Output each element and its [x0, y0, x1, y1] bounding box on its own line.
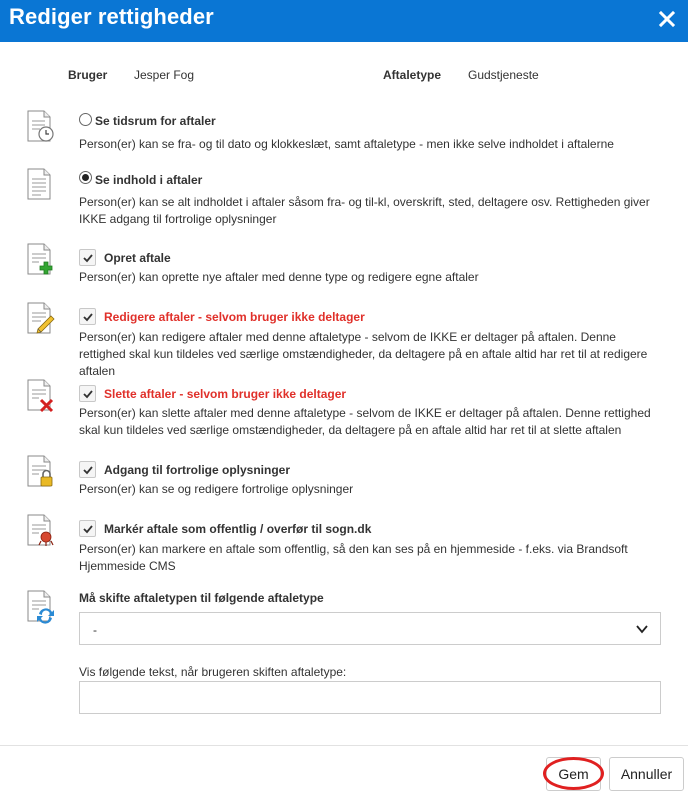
permission-description: Person(er) kan slette aftaler med denne aftaletype - selvom de IKKE er deltager på aftalen. Denne rettighed skal kun tildeles ved særlige omstændigheder, da deltagere på en aftale altid har ret til at slette aftalen [79, 406, 651, 437]
permission-description: Person(er) kan se fra- og til dato og klokkeslæt, samt aftaletype - men ikke selve indholdet i aftalerne [79, 137, 614, 151]
document-lock-icon [25, 455, 55, 489]
document-swap-icon [25, 590, 55, 624]
dialog-titlebar [0, 0, 688, 42]
save-button[interactable]: Gem [546, 757, 601, 791]
permission-description: Person(er) kan oprette nye aftaler med denne type og redigere egne aftaler [79, 270, 479, 284]
document-clock-icon [25, 110, 55, 144]
change-text-label: Vis følgende tekst, når brugeren skiften aftaletype: [79, 665, 347, 679]
permission-description: Person(er) kan markere en aftale som offentlig, så den kan ses på en hjemmeside - f.eks. via Brandsoft Hjemmeside CMS [79, 542, 628, 573]
checkbox-mark-public-label: Markér aftale som offentlig / overfør til sogn.dk [104, 522, 372, 536]
change-text-input[interactable] [79, 681, 661, 714]
document-edit-icon [25, 302, 55, 336]
checkbox-delete-appointments-label: Slette aftaler - selvom bruger ikke deltager [104, 387, 347, 401]
document-add-icon [25, 243, 55, 277]
checkbox-delete-appointments[interactable] [79, 385, 96, 402]
document-publish-icon [25, 514, 55, 548]
chevron-down-icon [636, 623, 648, 635]
user-value: Jesper Fog [134, 68, 195, 82]
appointment-type-label: Aftaletype [383, 68, 442, 82]
radio-view-timespan[interactable] [79, 113, 92, 126]
radio-view-content[interactable] [79, 171, 92, 184]
checkbox-create-appointment[interactable] [79, 249, 96, 266]
checkbox-edit-appointments-label: Redigere aftaler - selvom bruger ikke deltager [104, 310, 365, 324]
cancel-button[interactable]: Annuller [609, 757, 684, 791]
document-icon [25, 168, 55, 202]
permission-description: Person(er) kan se alt indholdet i aftaler såsom fra- og til-kl, overskrift, sted, deltagere osv. Rettigheden giver IKKE adgang til fortrolige oplysninger [79, 195, 650, 226]
permission-description: Person(er) kan se og redigere fortrolige oplysninger [79, 482, 354, 496]
checkbox-confidential-access-label: Adgang til fortrolige oplysninger [104, 463, 290, 477]
appointment-type-value: Gudstjeneste [468, 68, 539, 82]
document-delete-icon [25, 379, 55, 413]
change-type-selected-value: - [93, 623, 97, 637]
checkbox-edit-appointments[interactable] [79, 308, 96, 325]
change-type-label: Må skifte aftaletypen til følgende aftaletype [79, 591, 324, 605]
user-label: Bruger [68, 68, 108, 82]
checkbox-create-appointment-label: Opret aftale [104, 251, 171, 265]
dialog-title: Rediger rettigheder [9, 4, 214, 29]
checkbox-mark-public[interactable] [79, 520, 96, 537]
permission-description: Person(er) kan redigere aftaler med denne aftaletype - selvom de IKKE er deltager på aftalen. Denne rettighed skal kun tildeles ved særlige omstændigheder, da deltagere på en aftale altid har ret til at redigere aftalen [79, 330, 648, 378]
change-type-select[interactable] [79, 612, 661, 645]
footer-divider [0, 745, 688, 746]
close-icon[interactable] [653, 5, 681, 33]
radio-view-timespan-label: Se tidsrum for aftaler [95, 114, 216, 128]
checkbox-confidential-access[interactable] [79, 461, 96, 478]
radio-view-content-label: Se indhold i aftaler [95, 173, 203, 187]
